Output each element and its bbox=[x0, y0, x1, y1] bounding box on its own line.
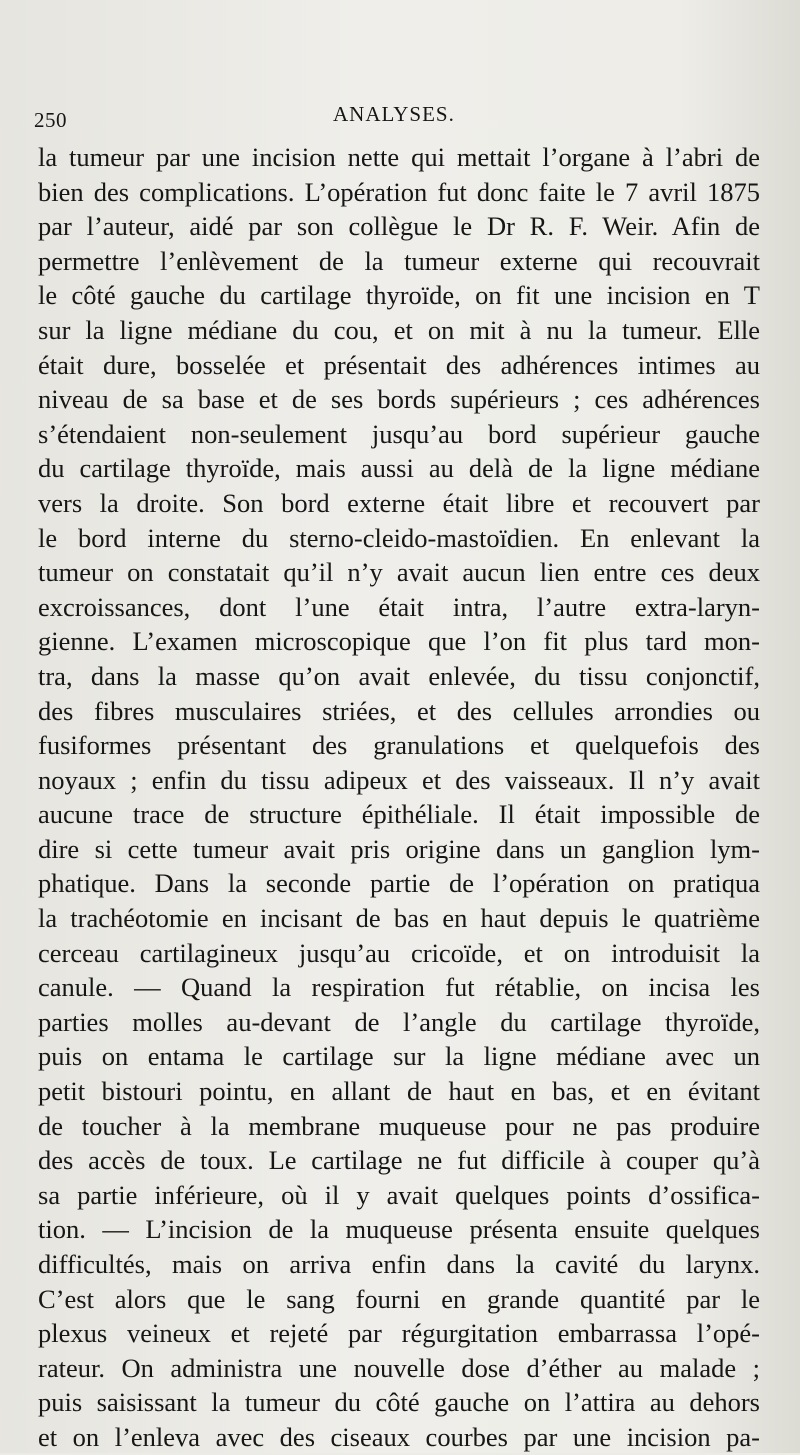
text-line: excroissances, dont l’une était intra, l’autre extra-laryn- bbox=[38, 591, 760, 622]
text-line: tion. — L’incision de la muqueuse présenta ensuite quelques bbox=[38, 1214, 760, 1245]
text-line: parties molles au-devant de l’angle du cartilage thyroïde, bbox=[38, 1006, 760, 1037]
page-number: 250 bbox=[34, 108, 67, 132]
text-line: C’est alors que le sang fourni en grande quantité par le bbox=[38, 1283, 760, 1314]
text-line: plexus veineux et rejeté par régurgitation embarrassa l’opé- bbox=[38, 1318, 760, 1349]
text-line: gienne. L’examen microscopique que l’on fit plus tard mon- bbox=[38, 626, 760, 657]
text-line: canule. — Quand la respiration fut rétablie, on incisa les bbox=[38, 972, 760, 1003]
text-line: fusiformes présentant des granulations et quelquefois des bbox=[38, 730, 760, 761]
running-title: ANALYSES. bbox=[333, 102, 455, 126]
text-line: par l’auteur, aidé par son collègue le Dr R. F. Weir. Afin de bbox=[38, 211, 760, 242]
text-line: puis saisissant la tumeur du côté gauche on l’attira au dehors bbox=[38, 1387, 760, 1418]
text-line: et on l’enleva avec des ciseaux courbes par une incision pa- bbox=[38, 1421, 760, 1452]
text-line: noyaux ; enfin du tissu adipeux et des vaisseaux. Il n’y avait bbox=[38, 764, 760, 795]
text-line: vers la droite. Son bord externe était libre et recouvert par bbox=[38, 487, 760, 518]
text-line: tumeur on constatait qu’il n’y avait aucun lien entre ces deux bbox=[38, 557, 760, 588]
text-line: difficultés, mais on arriva enfin dans la cavité du larynx. bbox=[38, 1249, 760, 1279]
body-text bbox=[38, 140, 760, 1455]
text-line: la trachéotomie en incisant de bas en haut depuis le quatrième bbox=[38, 903, 760, 934]
text-line: dire si cette tumeur avait pris origine dans un ganglion lym- bbox=[38, 833, 760, 864]
text-line: tra, dans la masse qu’on avait enlevée, du tissu conjonctif, bbox=[38, 660, 760, 691]
text-line: s’étendaient non-seulement jusqu’au bord supérieur gauche bbox=[38, 418, 760, 449]
text-line: des fibres musculaires striées, et des cellules arrondies ou bbox=[38, 695, 760, 726]
text-line: était dure, bosselée et présentait des adhérences intimes au bbox=[38, 349, 760, 380]
text-line: niveau de sa base et de ses bords supérieurs ; ces adhérences bbox=[38, 384, 760, 415]
text-line: sa partie inférieure, où il y avait quelques points d’ossifica- bbox=[38, 1179, 760, 1210]
text-line: rateur. On administra une nouvelle dose d’éther au malade ; bbox=[38, 1352, 760, 1383]
text-line: des accès de toux. Le cartilage ne fut difficile à couper qu’à bbox=[38, 1145, 760, 1176]
text-line: petit bistouri pointu, en allant de haut en bas, et en évitant bbox=[38, 1076, 760, 1107]
text-line: bien des complications. L’opération fut donc faite le 7 avril 1875 bbox=[38, 176, 760, 207]
text-line: cerceau cartilagineux jusqu’au cricoïde, et on introduisit la bbox=[38, 937, 760, 968]
text-line: phatique. Dans la seconde partie de l’opération on pratiqua bbox=[38, 868, 760, 899]
text-line: le côté gauche du cartilage thyroïde, on fit une incision en T bbox=[38, 280, 760, 311]
text-line: permettre l’enlèvement de la tumeur externe qui recouvrait bbox=[38, 245, 760, 276]
text-line: sur la ligne médiane du cou, et on mit à nu la tumeur. Elle bbox=[38, 314, 760, 345]
text-line: le bord interne du sterno-cleido-mastoïdien. En enlevant la bbox=[38, 522, 760, 553]
text-line: de toucher à la membrane muqueuse pour ne pas produire bbox=[38, 1110, 760, 1141]
text-line: la tumeur par une incision nette qui mettait l’organe à l’abri de bbox=[38, 142, 760, 172]
text-line: du cartilage thyroïde, mais aussi au delà de la ligne médiane bbox=[38, 453, 760, 484]
text-line: puis on entama le cartilage sur la ligne médiane avec un bbox=[38, 1041, 760, 1072]
text-line: aucune trace de structure épithéliale. Il était impossible de bbox=[38, 799, 760, 830]
page-header bbox=[34, 100, 760, 140]
